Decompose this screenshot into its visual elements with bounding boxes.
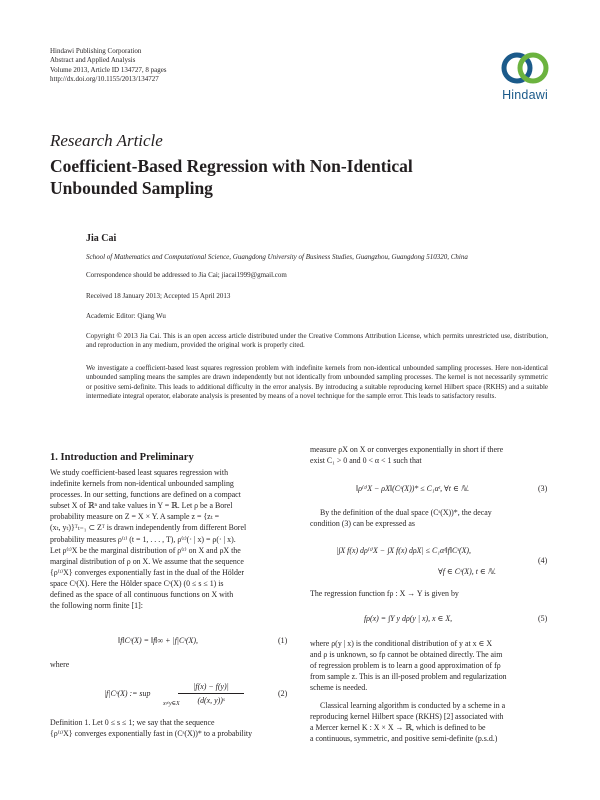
equation-2-sub: x≠y∈X — [163, 701, 180, 707]
right-paragraph — [310, 444, 550, 466]
text-line: {ρ⁽ᵗ⁾X} converges exponentially fast in (Cˢ(X))* to a probability — [50, 729, 253, 739]
equation-number: (2) — [278, 689, 288, 698]
equation-2-lhs: |f|Cˢ(X) := sup — [104, 689, 151, 698]
abstract: We investigate a coefficient-based least squares regression problem with indefinite kernels from non-identical unbounded sampling processes. Here non-identical unbounded sampling means the samples are drawn independently but not identically from unbounded sampling processes. The kernel is not necessarily symmetric or positive semi-definite. This leads to additional difficulty in the error analysis. By introducing a suitable reproducing kernel Hilbert space (RKHS) and a suitable intermediate integral operator, elaborate analysis is presented by means of a novel technique for the sample error. This leads to satisfactory results. — [86, 364, 548, 401]
equation-4-line1: |∫X f(x) dρ⁽ᵗ⁾X − ∫X f(x) dρX| ≤ C₁αᵗ‖f‖Cˢ(X), — [336, 546, 472, 555]
text-line: and ρ is unknown, so fρ cannot be obtained directly. The aim — [310, 650, 503, 660]
text-line: where ρ(y | x) is the conditional distribution of y at x ∈ X — [310, 639, 493, 648]
text-line: from sample z. This is an ill-posed problem and regularization — [310, 672, 507, 682]
definition-paragraph — [50, 717, 292, 739]
correspondence: Correspondence should be addressed to Jia Cai; jiacai1999@gmail.com — [86, 271, 287, 279]
publisher-line: Hindawi Publishing Corporation — [50, 47, 142, 55]
dates: Received 18 January 2013; Accepted 15 April 2013 — [86, 292, 231, 300]
title-line: Unbounded Sampling — [50, 178, 213, 198]
equation-number: (3) — [538, 484, 548, 493]
text-line: processes. In our setting, functions are defined on a compact — [50, 490, 241, 500]
equation-number: (4) — [538, 556, 548, 565]
text-line: measure ρX on X or converges exponentially in short if there — [310, 445, 504, 454]
text-line: a Mercer kernel K : X × X → ℝ, which is defined to be — [310, 723, 486, 733]
text-line: of regression problem is to learn a good approximation of fρ — [310, 661, 501, 671]
hindawi-logo-text: Hindawi — [502, 88, 548, 102]
text-line: exist C₁ > 0 and 0 < α < 1 such that — [310, 456, 422, 466]
text-line: space Cˢ(X). Here the Hölder space Cˢ(X) (0 ≤ s ≤ 1) is — [50, 578, 224, 588]
doi-link[interactable]: http://dx.doi.org/10.1155/2013/134727 — [50, 75, 159, 84]
article-title — [50, 155, 470, 199]
title-line: Coefficient-Based Regression with Non-Identical — [50, 156, 413, 176]
text-line: probability measure on Z = X × Y. A sample z = {zₜ = — [50, 512, 220, 522]
text-line: Definition 1. Let 0 ≤ s ≤ 1; we say that the sequence — [50, 718, 215, 727]
right-paragraph — [310, 700, 550, 744]
right-paragraph — [310, 638, 550, 693]
academic-editor: Academic Editor: Qiang Wu — [86, 312, 166, 320]
equation-2-numerator: |f(x) − f(y)| — [193, 682, 229, 691]
right-paragraph — [310, 507, 550, 529]
equation-3: ‖ρ⁽ᵗ⁾X − ρX‖(Cˢ(X))* ≤ C₁αᵗ, ∀t ∈ ℕ. — [356, 484, 470, 493]
text-line: reproducing kernel Hilbert space (RKHS) [2] associated with — [310, 712, 504, 722]
regression-function-text: The regression function fρ : X → Y is given by — [310, 589, 459, 598]
text-line: Let ρ⁽ᵗ⁾X be the marginal distribution of ρ⁽ᵗ⁾ on X and ρX the — [50, 545, 241, 555]
text-line: marginal distribution of ρ on X. We assume that the sequence — [50, 556, 244, 566]
affiliation: School of Mathematics and Computational Science, Guangdong University of Business Studies, Guangzhou, Guangdong 510320, China — [86, 253, 468, 261]
equation-4-line2: ∀f ∈ Cˢ(X), t ∈ ℕ. — [438, 567, 496, 576]
copyright: Copyright © 2013 Jia Cai. This is an open access article distributed under the Creative Commons Attribution License, which permits unrestricted use, distribution, and reproduction in any medium, provided the original work is properly cited. — [86, 332, 548, 350]
equation-5: fρ(x) = ∫Y y dρ(y | x), x ∈ X, — [364, 614, 453, 623]
text-line: We study coefficient-based least squares regression with — [50, 468, 229, 477]
text-line: subset X of ℝⁿ and take values in Y = ℝ. Let ρ be a Borel — [50, 501, 233, 511]
text-line: probability measures ρ⁽ᵗ⁾ (t = 1, . . . , T), ρ⁽ᵗ⁾(· | x) = ρ(· | x). — [50, 534, 236, 544]
text-line: (xₜ, yₜ)}ᵀₜ₌₁ ⊂ Zᵀ is drawn independently from different Borel — [50, 523, 247, 533]
article-type: Research Article — [50, 131, 163, 150]
equation-number: (5) — [538, 614, 548, 623]
text-line: scheme is needed. — [310, 683, 368, 693]
text-line: {ρ⁽ᵗ⁾X} converges exponentially fast in the dual of the Hölder — [50, 567, 245, 577]
text-line: the following norm finite [1]: — [50, 601, 143, 611]
equation-2-denominator: (d(x, y))ˢ — [197, 696, 225, 705]
section-heading: 1. Introduction and Preliminary — [50, 452, 194, 463]
publisher-line: Volume 2013, Article ID 134727, 8 pages — [50, 65, 167, 74]
equation-number: (1) — [278, 636, 288, 645]
author-name: Jia Cai — [86, 233, 117, 244]
text-line: condition (3) can be expressed as — [310, 519, 415, 529]
where-text: where — [50, 660, 70, 669]
text-line: defined as the space of all continuous functions on X with — [50, 590, 234, 600]
equation-1: ‖f‖Cˢ(X) = ‖f‖∞ + |f|Cˢ(X), — [118, 636, 198, 645]
text-line: a continuous, symmetric, and positive semi-definite (p.s.d.) — [310, 734, 498, 744]
intro-paragraph — [50, 467, 292, 611]
text-line: Classical learning algorithm is conducted by a scheme in a — [320, 701, 506, 710]
publisher-info — [50, 47, 167, 85]
text-line: By the definition of the dual space (Cˢ(X))*, the decay — [320, 508, 492, 517]
fraction-bar — [178, 693, 244, 694]
text-line: indefinite kernels from non-identical unbounded sampling — [50, 479, 234, 489]
publisher-line: Abstract and Applied Analysis — [50, 56, 136, 65]
